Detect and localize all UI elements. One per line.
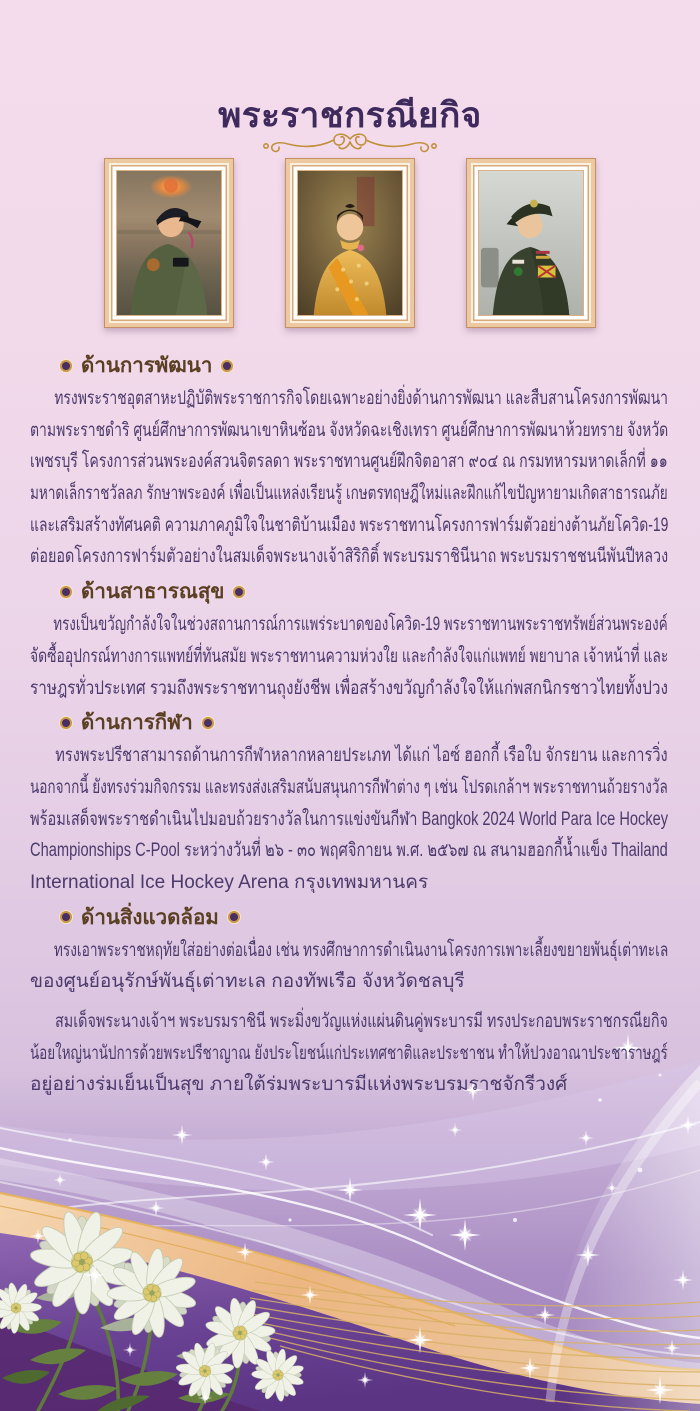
body-line: เพชรบุรี โครงการส่วนพระองค์สวนจิตรลดา พระราชทานศูนย์ฝึกจิตอาสา ๙๐๔ ณ กรมทหารมหาดเล็กที่ ๑๑ [30,451,668,473]
section-heading-development [30,349,668,382]
body-line: ทรงพระราชอุตสาหะปฏิบัติพระราชการกิจโดยเฉพาะอย่างยิ่งด้านการพัฒนา และสืบสานโครงการพัฒนา [54,388,668,409]
portrait-row [0,158,700,328]
body-line: ราษฎรทั่วประเทศ รวมถึงพระราชทานถุงยังชีพ เพื่อสร้างขวัญกำลังใจให้แก่พสกนิกรชาวไทยทั้งปวง [30,677,668,699]
flower-bullet-icon [60,717,72,729]
flower-bullet-icon [60,911,72,923]
flower-bullet-icon [60,586,72,598]
section-heading-environment [30,901,668,934]
body-line: น้อยใหญ่นานัปการด้วยพระปรีชาญาณ ยังประโยชน์แก่ประเทศชาติและประชาชน ทำให้ปวงอาณาประชาราษฎร์ [30,1042,668,1064]
body-line: ทรงเอาพระราชหฤทัยใส่อย่างต่อเนื่อง เช่น ทรงศึกษาการดำเนินงานโครงการเพาะเลี้ยงขยายพันธุ์เต่าทะเล [53,939,669,961]
page-title: พระราชกรณียกิจ [218,96,482,135]
body-line: อยู่อย่างร่มเย็นเป็นสุข ภายใต้ร่มพระบารมีแห่งพระบรมราชจักรีวงศ์ [30,1074,568,1096]
portrait-flight-suit [116,170,222,316]
body-line: ของศูนย์อนุรักษ์พันธุ์เต่าทะเล กองทัพเรือ จังหวัดชลบุรี [30,971,465,993]
body-line: และเสริมสร้างทัศนคติ ความภาคภูมิใจในชาติบ้านเมือง พระราชทานโครงการฟาร์มตัวอย่างต้านภัยโควิด-19 [30,514,669,536]
body-line: สมเด็จพระนางเจ้าฯ พระบรมราชินี พระมิ่งขวัญแห่งแผ่นดินคู่พระบารมี ทรงประกอบพระราชกรณียกิจ [54,1011,668,1032]
flower-bullet-icon [233,586,245,598]
body-line: ตามพระราชดำริ ศูนย์ศึกษาการพัฒนาเขาหินซ้อน จังหวัดฉะเชิงเทรา ศูนย์ศึกษาการพัฒนาห้วยทราย จังหวัด [30,419,669,441]
section-heading-label: ด้านการพัฒนา [81,354,213,377]
portrait-thai-royal-dress [297,170,403,316]
body-line: International Ice Hockey Arena กรุงเทพมหานคร [30,871,429,893]
portrait-frame [285,158,415,328]
section-heading-label: ด้านสิ่งแวดล้อม [81,905,219,929]
body-line: พร้อมเสด็จพระราชดำเนินไปมอบถ้วยรางวัลในการแข่งขันกีฬา Bangkok 2024 World Para Ice Hockey [30,808,669,830]
body-line: Championships C-Pool ระหว่างวันที่ ๒๖ - ๓๐ พฤศจิกายน พ.ศ. ๒๕๖๗ ณ สนามฮอกกี้น้ำแข็ง Thailand [30,840,668,862]
flower-bullet-icon [60,360,72,372]
flower-bullet-icon [221,360,233,372]
content-sections [30,347,668,1101]
body-line: ต่อยอดโครงการฟาร์มตัวอย่างในสมเด็จพระนางเจ้าสิริกิติ์ พระบรมราชินีนาถ พระบรมราชชนนีพันปีหลวง [30,546,669,568]
portrait-frame [104,158,234,328]
gold-flourish-ornament [260,129,440,157]
closing-paragraph [30,1006,668,1101]
section-heading-public-health [30,575,668,608]
portrait-frame [466,158,596,328]
flower-bullet-icon [202,717,214,729]
section-heading-label: ด้านการกีฬา [81,711,193,735]
body-line: ทรงพระปรีชาสามารถด้านการกีฬาหลากหลายประเภท ได้แก่ ไอซ์ ฮอกกี้ เรือใบ จักรยาน และการวิ่ง [55,745,668,767]
section-heading-sports [30,706,668,739]
body-line: ทรงเป็นขวัญกำลังใจในช่วงสถานการณ์การแพร่ระบาดของโควิด-19 พระราชทานพระราชทรัพย์ส่วนพระองค์ [53,614,668,636]
body-line: นอกจากนี้ ยังทรงร่วมกิจกรรม และทรงส่งเสริมสนับสนุนการกีฬาต่าง ๆ เช่น โปรดเกล้าฯ พระราชทานถ้วยรางวัล [30,776,668,798]
body-line: มหาดเล็กราชวัลลภ รักษาพระองค์ เพื่อเป็นแหล่งเรียนรู้ เกษตรทฤษฎีใหม่และฝึกแก้ไขปัญหายามเกิดสาธารณภัย [30,483,668,505]
body-line: จัดซื้ออุปกรณ์ทางการแพทย์ที่ทันสมัย พระราชทานความห่วงใย และกำลังใจแก่แพทย์ พยาบาล เจ้าหน้าที่ และ [30,645,669,667]
portrait-military-uniform [478,170,584,316]
flower-bullet-icon [228,911,240,923]
section-heading-label: ด้านสาธารณสุข [81,580,225,604]
